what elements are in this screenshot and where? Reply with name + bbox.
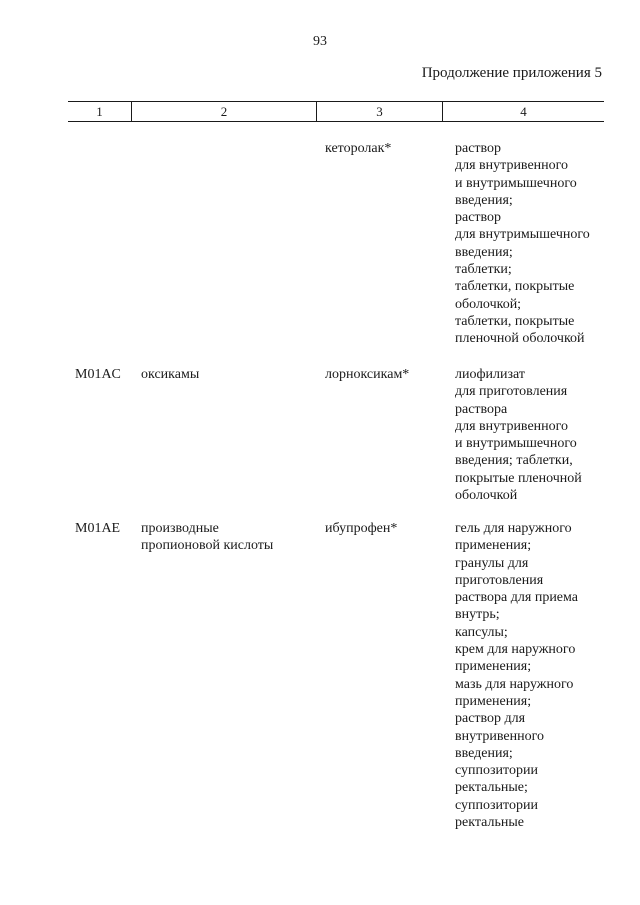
dosage-form-line: введения;	[455, 192, 513, 208]
column-number-3: 3	[376, 104, 383, 119]
dosage-form-line: для приготовления	[455, 384, 568, 400]
column-number-4: 4	[520, 104, 527, 119]
group-line: производные	[141, 521, 219, 536]
dosage-form-line: раствор	[455, 210, 502, 226]
dosage-form-line: раствор для	[455, 711, 526, 727]
appendix-title: Продолжение приложения 5	[421, 65, 602, 81]
dosage-form-line: раствора для приема	[455, 590, 578, 606]
dosage-forms	[455, 366, 582, 504]
dosage-form-line: и внутримышечного	[455, 175, 577, 191]
drug-name: кеторолак*	[325, 141, 392, 156]
dosage-form-line: покрытые пленочной	[455, 470, 582, 486]
dosage-form-line: суппозитории	[455, 797, 538, 813]
dosage-form-line: и внутримышечного	[455, 436, 577, 452]
pharmacological-group	[141, 366, 199, 383]
group-line: пропионовой кислоты	[141, 538, 274, 554]
dosage-form-line: введения;	[455, 745, 513, 761]
dosage-form-line: таблетки, покрытые	[455, 279, 575, 295]
dosage-form-line: оболочкой	[455, 488, 518, 504]
dosage-form-line: оболочкой;	[455, 296, 522, 312]
dosage-form-line: введения; таблетки,	[455, 453, 573, 469]
dosage-form-line: применения;	[455, 693, 532, 709]
dosage-forms	[455, 520, 578, 831]
dosage-form-line: суппозитории	[455, 763, 538, 779]
dosage-form-line: гранулы для	[455, 555, 529, 571]
dosage-form-line: для внутримышечного	[455, 227, 590, 243]
dosage-form-line: мазь для наружного	[455, 676, 574, 692]
column-number-1: 1	[96, 104, 103, 119]
pharmacological-group	[141, 520, 273, 555]
dosage-form-line: применения;	[455, 538, 532, 554]
atc-code: M01AC	[75, 367, 121, 382]
dosage-form-line: раствора	[455, 401, 508, 417]
dosage-form-line: капсулы;	[455, 624, 508, 640]
dosage-form-line: таблетки;	[455, 262, 512, 278]
dosage-form-line: внутривенного	[455, 728, 545, 744]
dosage-form-line: таблетки, покрытые	[455, 313, 575, 329]
dosage-form-line: гель для наружного	[455, 521, 572, 536]
dosage-form-line: введения;	[455, 244, 513, 260]
group-line: оксикамы	[141, 367, 200, 382]
drug-name: лорноксикам*	[325, 367, 410, 382]
dosage-form-line: ректальные;	[455, 780, 528, 796]
column-number-2: 2	[220, 104, 228, 119]
dosage-form-line: крем для наружного	[455, 642, 576, 658]
dosage-form-line: внутрь;	[455, 607, 500, 623]
column-number-header	[68, 101, 604, 122]
drug-name: ибупрофен*	[325, 521, 398, 536]
dosage-form-line: для внутривенного	[455, 418, 569, 434]
dosage-form-line: для внутривенного	[455, 158, 569, 174]
page-number: 93	[313, 34, 327, 49]
dosage-form-line: лиофилизат	[455, 367, 526, 382]
dosage-form-line: применения;	[455, 659, 532, 675]
atc-code: M01AE	[75, 521, 121, 536]
dosage-form-line: пленочной оболочкой	[455, 331, 585, 347]
dosage-form-line: ректальные	[455, 815, 524, 831]
dosage-forms	[455, 140, 590, 348]
dosage-form-line: раствор	[455, 141, 502, 156]
dosage-form-line: приготовления	[455, 572, 544, 588]
